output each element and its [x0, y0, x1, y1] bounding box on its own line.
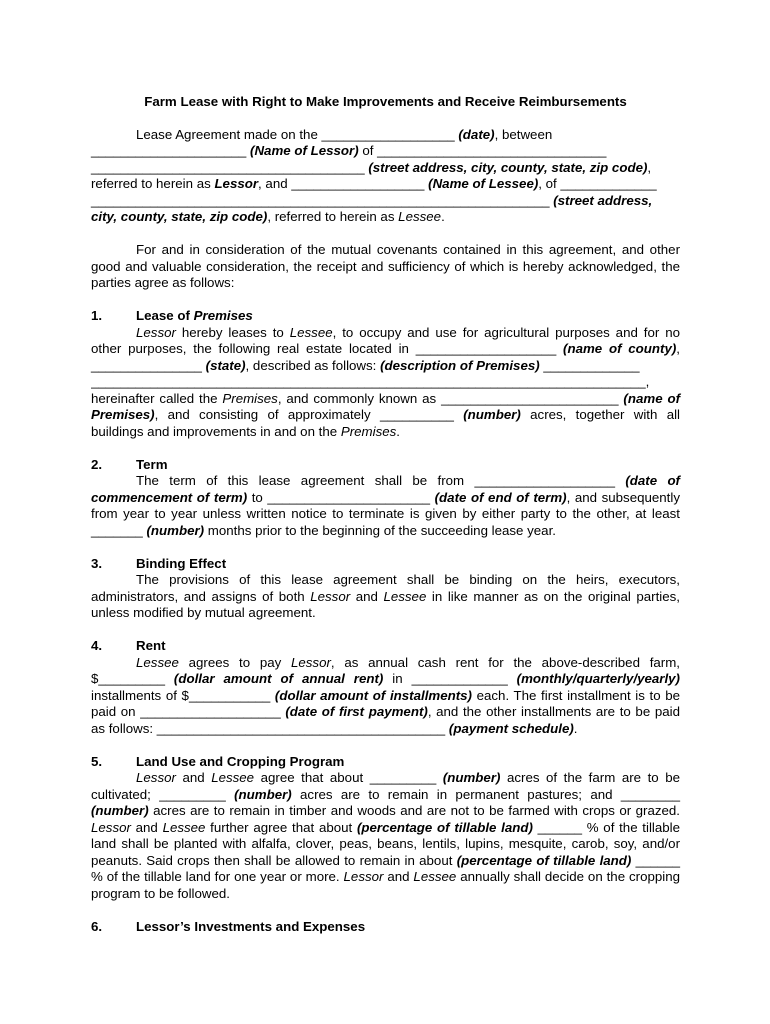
section-heading: 1. Lease of Premises — [91, 308, 253, 323]
section-land-use — [91, 754, 680, 903]
date-blank: __________________ — [321, 126, 455, 142]
document-title: Farm Lease with Right to Make Improvements and Receive Reimbursements — [144, 94, 627, 109]
consideration-paragraph: For and in consideration of the mutual covenants contained in this agreement, and other good and valuable consideration, the receipt and sufficiency of which is hereby acknowledged, the parties agree as follows: — [91, 242, 680, 290]
section-lessor-investments — [91, 919, 680, 936]
section-heading: 2. Term — [91, 456, 168, 472]
section-heading: 4. Rent — [91, 638, 166, 653]
lessee-address-blank: ______________________________________________________________ — [91, 192, 550, 208]
section-body: The provisions of this lease agreement shall be binding on the heirs, executors, administrators, and assigns of both Lessor and Lessee in like manner as on the original parties, unless modified by mutual agreement. — [91, 572, 681, 620]
section-term — [91, 457, 680, 540]
section-body: The term of this lease agreement shall be from ___________________ (date of commencement of term) to ______________________ (date of end of term), and subsequently from year to year unless written notice to terminate is given by either party to the other, at least _______ (number) months prior to the beginning of the succeeding lease year. — [91, 473, 680, 538]
section-heading: 5. Land Use and Cropping Program — [91, 753, 345, 769]
section-lease-of-premises: 1. Lease of Premises Lessor hereby leases to Lessee, to occupy and use for agricultural purposes and for no other purposes, the following real estate located in ___________________ (name of county), _______________ (state), described as follows: (description of Premises) _____________ ___________________________________________________________________________, hereinafter called the Premises, and commonly known as ________________________ (name of Premises), and consisting of approximately __________ (number) acres, together with all buildings and improvements in and on the Premises. — [91, 308, 680, 439]
lessee-name-blank: __________________ — [291, 176, 425, 191]
section-rent — [91, 638, 680, 737]
section-body: Lessor and Lessee agree that about _________ (number) acres of the farm are to be cultivated; _________ (number) acres are to remain in permanent pastures; and ________ (number) acres are to remain in timber and woods and are not to be farmed with crops or grazed. Lessor and Lessee further agree that about (percentage of tillable land) ______ % of the tillable land shall be planted with alfalfa, clover, peas, beans, lentils, lupins, mesquite, carob, soy, and/or peanuts. Said crops then shall be allowed to remain in about (percentage of tillable land) ______ % of the tillable land for one year or more. Lessor and Lessee annually shall decide on the cropping program to be followed. — [91, 770, 681, 901]
section-binding-effect — [91, 556, 680, 622]
section-heading: 6. Lessor’s Investments and Expenses — [91, 918, 366, 934]
lessor-name-blank: _____________________ — [91, 143, 247, 158]
section-body: Lessee agrees to pay Lessor, as annual cash rent for the above-described farm, $_________ (dollar amount of annual rent) in _____________ (monthly/quarterly/yearly) installments of $___________ (dollar amount of installments) each. The first installment is to be paid on ___________________ (date of first payment), and the other installments are to be paid as follows: _______________________________________ (payment schedule). — [91, 654, 680, 736]
section-body: Lessor hereby leases to Lessee, to occupy and use for agricultural purposes and for no other purposes, the following real estate located in ___________________ (name of county), _______________ (state), described as follows: (description of Premises) _____________ — [91, 324, 680, 373]
lessor-address-blank: _____________________________________ — [91, 159, 365, 175]
section-heading: 3. Binding Effect — [91, 555, 227, 571]
intro-paragraph: Lease Agreement made on the __________________ (date), between _____________________ (Name of Lessor) of _______________________________ _____________________________________ (street address, city, county, state, zip code), referred to herein as Lessor, and __________________ (Name of Lessee), of _____________ ______________________________________________________________ (street address, city, county, state, zip code), referred to herein as Lessee. — [91, 126, 657, 224]
